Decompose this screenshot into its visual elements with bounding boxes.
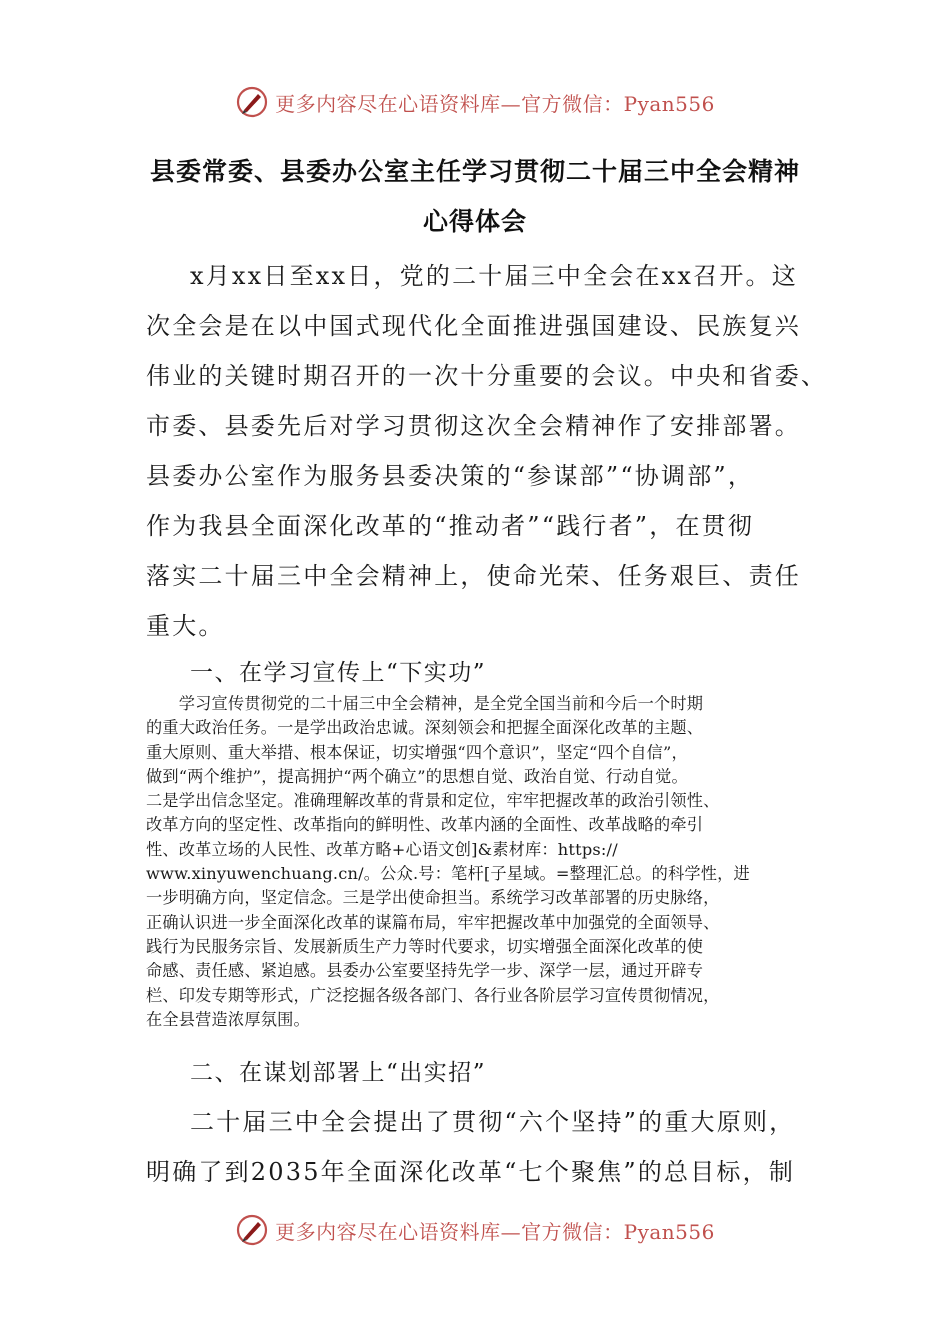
section2-line: 二十届三中全会提出了贯彻“六个坚持”的重大原则，	[190, 1108, 796, 1136]
banner-text: 更多内容尽在心语资料库—官方微信：Pyan556	[275, 91, 715, 116]
section-heading-1: 一、在学习宣传上“下实功”	[190, 660, 487, 686]
intro-line: x月xx日至xx日，党的二十届三中全会在xx召开。这	[190, 262, 798, 290]
section1-line: 在全县营造浓厚氛围。	[146, 1009, 310, 1029]
section-heading-2: 二、在谋划部署上“出实招”	[190, 1060, 487, 1086]
intro-line: 次全会是在以中国式现代化全面推进强国建设、民族复兴	[146, 312, 801, 340]
section1-line: 一步明确方向，坚定信念。三是学出使命担当。系统学习改革部署的历史脉络，	[146, 888, 720, 908]
section1-line: 改革方向的坚定性、改革指向的鲜明性、改革内涵的全面性、改革战略的牵引	[146, 815, 704, 835]
intro-line: 重大。	[146, 612, 225, 640]
intro-line: 县委办公室作为服务县委决策的“参谋部”“协调部”，	[146, 462, 755, 490]
section1-line: 做到“两个维护”，提高拥护“两个确立”的思想自觉、政治自觉、行动自觉。	[146, 766, 688, 786]
footer-banner	[0, 1210, 950, 1250]
header-banner	[0, 82, 950, 122]
intro-line: 伟业的关键时期召开的一次十分重要的会议。中央和省委、	[146, 362, 828, 390]
document-title-line2: 心得体会	[422, 207, 527, 236]
section1-line: 命感、责任感、紧迫感。县委办公室要坚持先学一步、深学一层，通过开辟专	[146, 961, 704, 981]
section1-line: 性、改革立场的人民性、改革方略+心语文创]&素材库：https://	[146, 839, 618, 859]
pen-circle-logo-icon	[235, 1213, 269, 1247]
intro-line: 市委、县委先后对学习贯彻这次全会精神作了安排部署。	[146, 412, 801, 440]
section1-line: 的重大政治任务。一是学出政治忠诚。深刻领会和把握全面深化改革的主题、	[146, 718, 704, 738]
document-title-line1: 县委常委、县委办公室主任学习贯彻二十届三中全会精神	[149, 157, 800, 186]
intro-line: 落实二十届三中全会精神上，使命光荣、任务艰巨、责任	[146, 562, 801, 590]
banner-text: 更多内容尽在心语资料库—官方微信：Pyan556	[275, 1219, 715, 1244]
section1-line: 栏、印发专期等形式，广泛挖掘各级各部门、各行业各阶层学习宣传贯彻情况，	[146, 985, 720, 1005]
section1-line: www.xinyuwenchuang.cn/。公众.号：笔杆[子星域。=整理汇总。的科学性，进	[146, 864, 750, 884]
section1-line: 践行为民服务宗旨、发展新质生产力等时代要求，切实增强全面深化改革的使	[146, 936, 704, 956]
section1-line: 二是学出信念坚定。准确理解改革的背景和定位，牢牢把握改革的政治引领性、	[146, 791, 720, 811]
section1-line: 学习宣传贯彻党的二十届三中全会精神，是全党全国当前和今后一个时期	[146, 694, 704, 713]
intro-line: 作为我县全面深化改革的“推动者”“践行者”，在贯彻	[146, 512, 755, 540]
section1-line: 重大原则、重大举措、根本保证，切实增强“四个意识”，坚定“四个自信”，	[146, 742, 688, 762]
section1-line: 正确认识进一步全面深化改革的谋篇布局，牢牢把握改革中加强党的全面领导、	[146, 912, 720, 932]
section1-paragraph	[146, 692, 816, 1032]
section2-line: 明确了到2035年全面深化改革“七个聚焦”的总目标，制	[146, 1158, 796, 1186]
pen-circle-logo-icon	[235, 85, 269, 119]
